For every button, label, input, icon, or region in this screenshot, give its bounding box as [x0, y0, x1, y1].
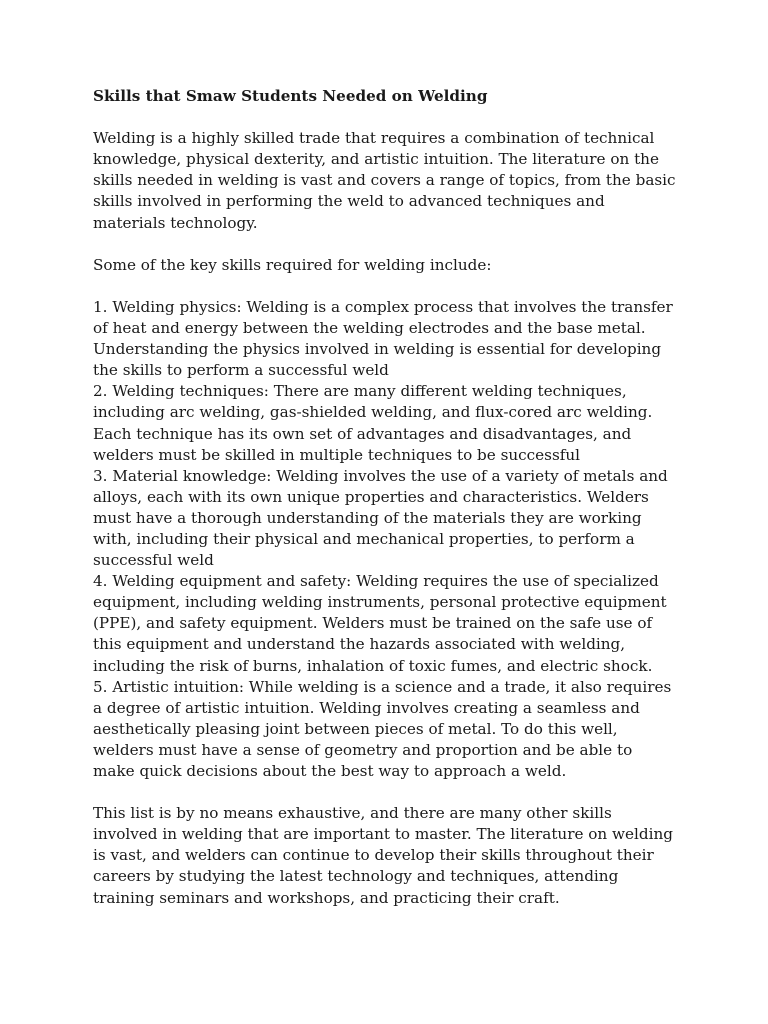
- list-item: 4. Welding equipment and safety: Welding requires the use of specialized equipment, including welding instruments, personal protective equipment (PPE), and safety equipment. Welders must be trained on the safe use of this equipment and understand the hazards associated with welding, including the risk of burns, inhalation of toxic fumes, and electric shock.: [93, 572, 667, 675]
- list-item: 2. Welding techniques: There are many different welding techniques, including arc welding, gas-shielded welding, and flux-cored arc welding. Each technique has its own set of advantages and disadvantages, and welders must be skilled in multiple techniques to be successful: [93, 382, 653, 464]
- conclusion-paragraph: This list is by no means exhaustive, and there are many other skills involved in welding that are important to master. The literature on welding is vast, and welders can continue to develop their skills throughout their careers by studying the latest technology and techniques, attending training seminars and workshops, and practicing their craft.: [93, 804, 673, 907]
- intro-paragraph: Welding is a highly skilled trade that requires a combination of technical knowledge, physical dexterity, and artistic intuition. The literature on the skills needed in welding is vast and covers a range of topics, from the basic skills involved in performing the weld to advanced techniques and materials technology.: [93, 129, 676, 232]
- document-title: Skills that Smaw Students Needed on Welding: [93, 87, 488, 105]
- list-item: 3. Material knowledge: Welding involves the use of a variety of metals and alloys, each with its own unique properties and characteristics. Welders must have a thorough understanding of the materials they are working with, including their physical and mechanical properties, to perform a successful weld: [93, 466, 668, 570]
- list-item: 1. Welding physics: Welding is a complex process that involves the transfer of heat and energy between the welding electrodes and the base metal. Understanding the physics involved in welding is essential for developing the skills to perform a successful weld: [93, 297, 673, 380]
- list-item: 5. Artistic intuition: While welding is a science and a trade, it also requires a degree of artistic intuition. Welding involves creating a seamless and aesthetically pleasing joint between pieces of metal. To do this well, welders must have a sense of geometry and proportion and be able to make quick decisions about the best way to approach a weld.: [93, 677, 672, 780]
- skills-list: [93, 297, 677, 782]
- lead-in-paragraph: Some of the key skills required for welding include:: [93, 255, 492, 274]
- document-page: [93, 86, 677, 930]
